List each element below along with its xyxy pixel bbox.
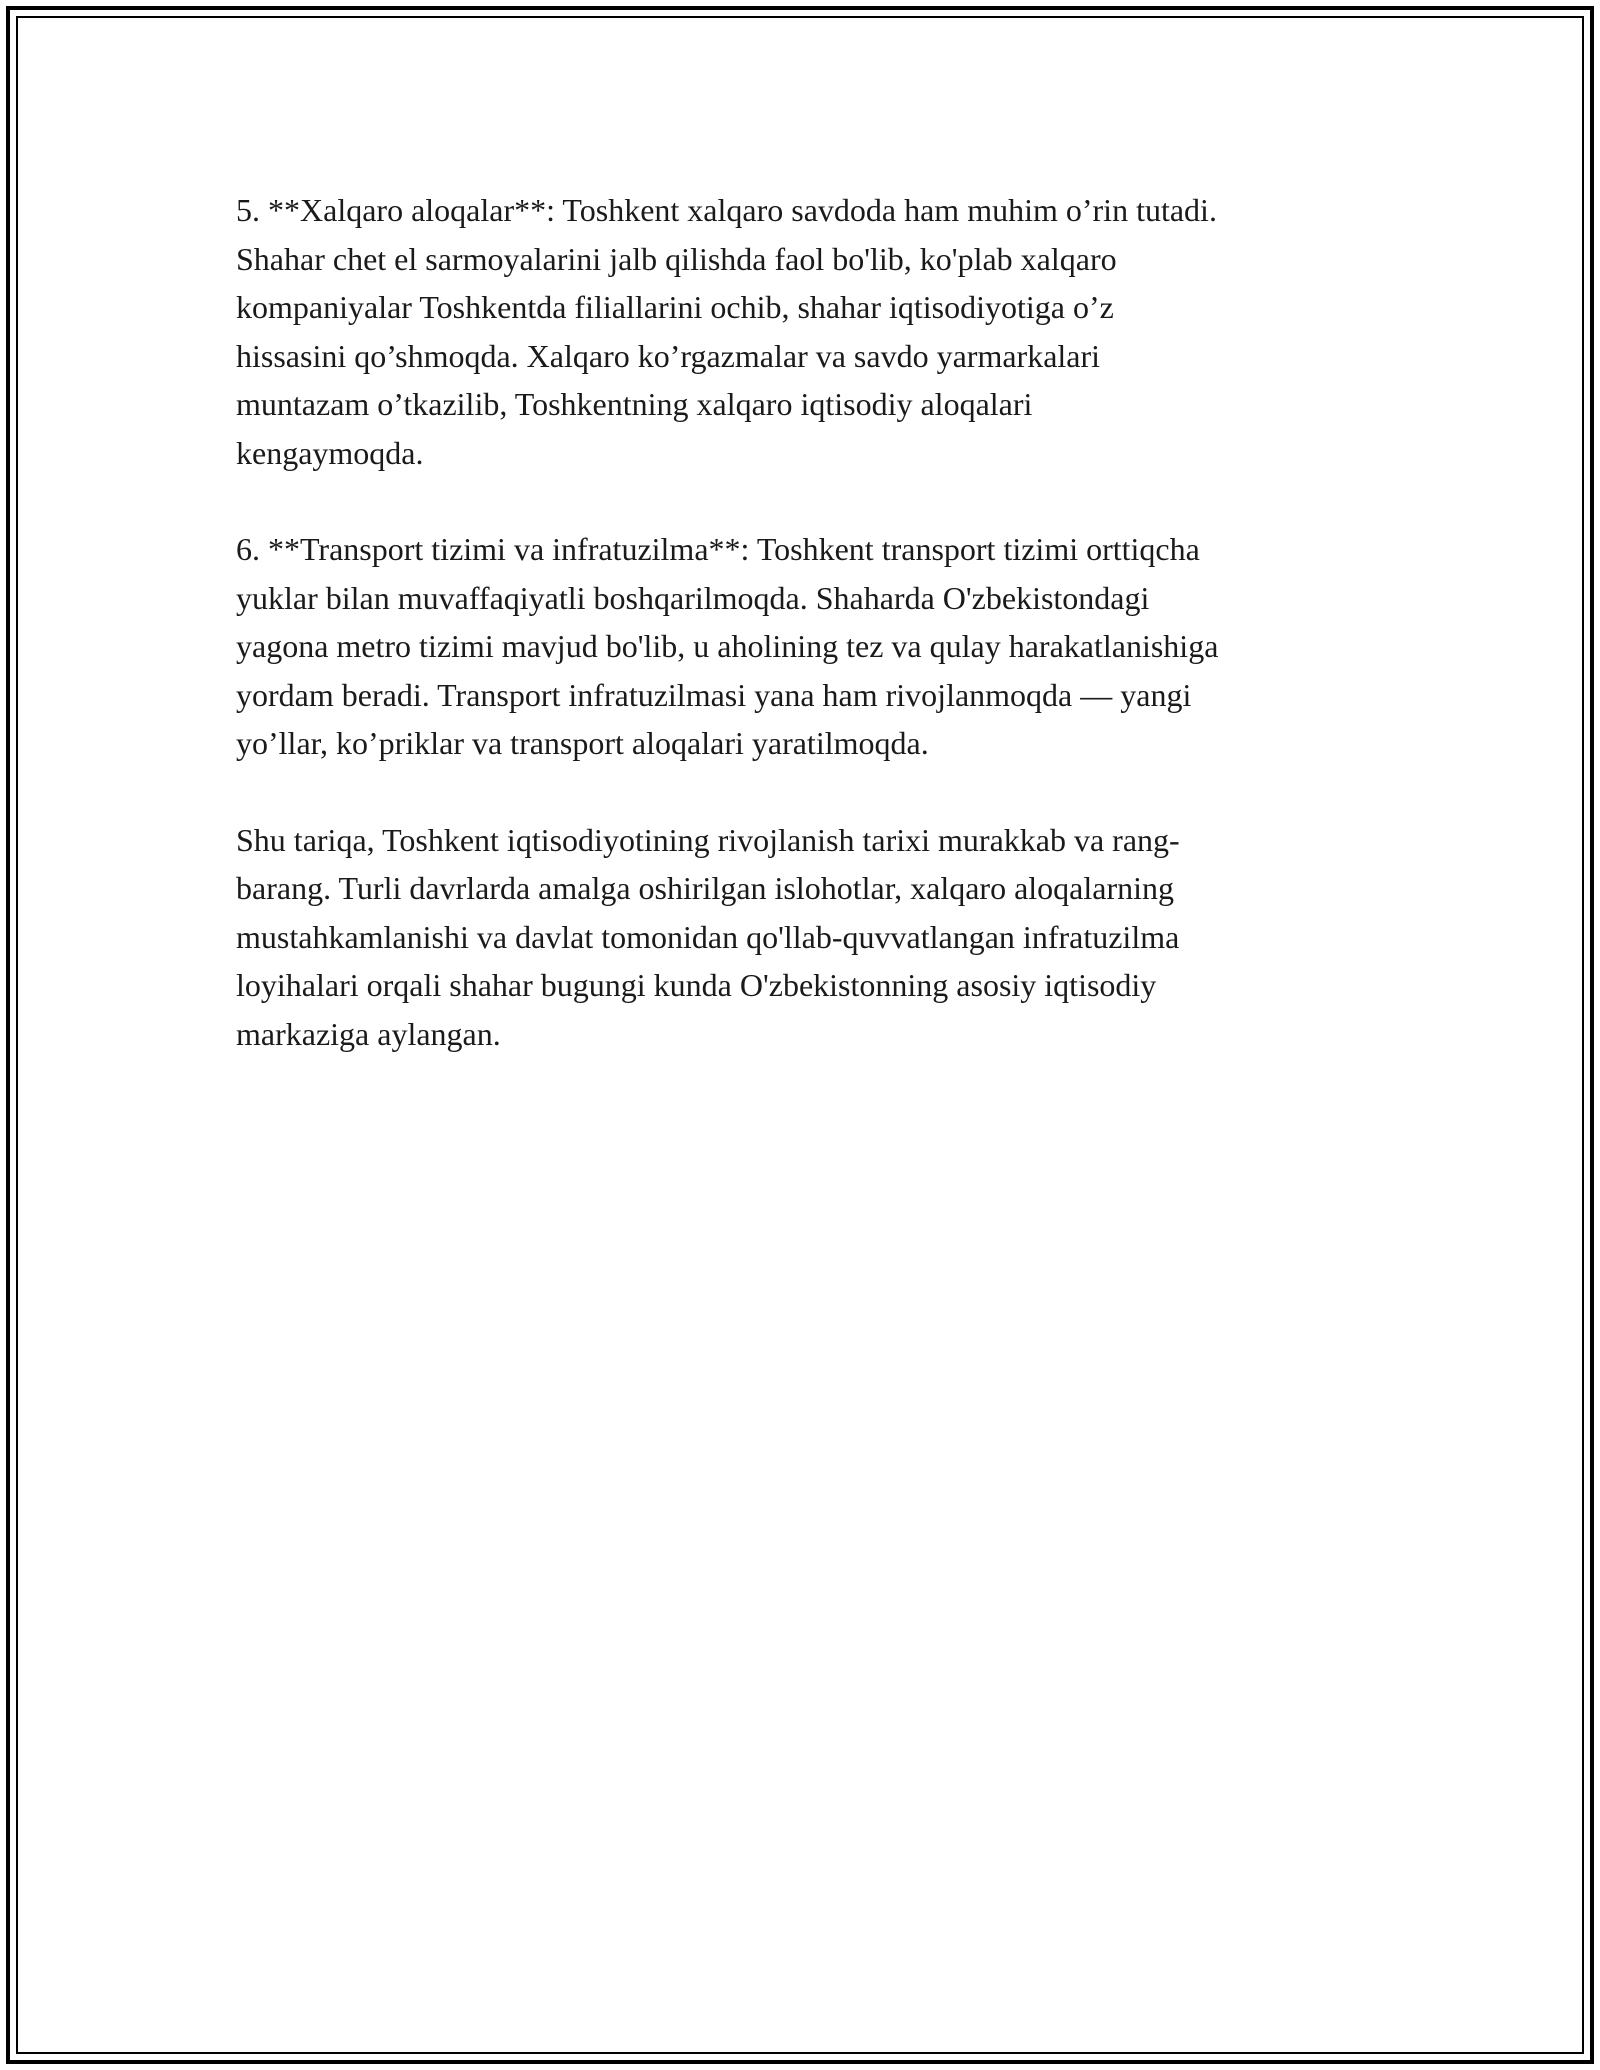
paragraph-international-relations: 5. **Xalqaro aloqalar**: Toshkent xalqaro savdoda ham muhim o’rin tutadi. Shahar chet el sarmoyalarini jalb qilishda faol bo'lib, ko'plab xalqaro kompaniyalar Toshkentda filiallarini ochib, shahar iqtisodiyotiga o’z hissasini qo’shmoqda. Xalqaro ko’rgazmalar va savdo yarmarkalari muntazam o’tkazilib, Toshkentning xalqaro iqtisodiy aloqalari kengaymoqda. xyxy=(236,192,1217,471)
document-body xyxy=(236,186,1372,1106)
paragraph-transport-infrastructure: 6. **Transport tizimi va infratuzilma**: Toshkent transport tizimi orttiqcha yuklar bilan muvaffaqiyatli boshqarilmoqda. Shaharda O'zbekistondagi yagona metro tizimi mavjud bo'lib, u aholining tez va qulay harakatlanishiga yordam beradi. Transport infratuzilmasi yana ham rivojlanmoqda — yangi yo’llar, ko’priklar va transport aloqalari yaratilmoqda. xyxy=(236,531,1219,761)
paragraph-conclusion: Shu tariqa, Toshkent iqtisodiyotining rivojlanish tarixi murakkab va rang- barang. Turli davrlarda amalga oshirilgan islohotlar, xalqaro aloqalarning mustahkamlanishi va davlat tomonidan qo'llab-quvvatlangan infratuzilma loyihalari orqali shahar bugungi kunda O'zbekistonning asosiy iqtisodiy markaziga aylangan. xyxy=(236,821,1180,1052)
